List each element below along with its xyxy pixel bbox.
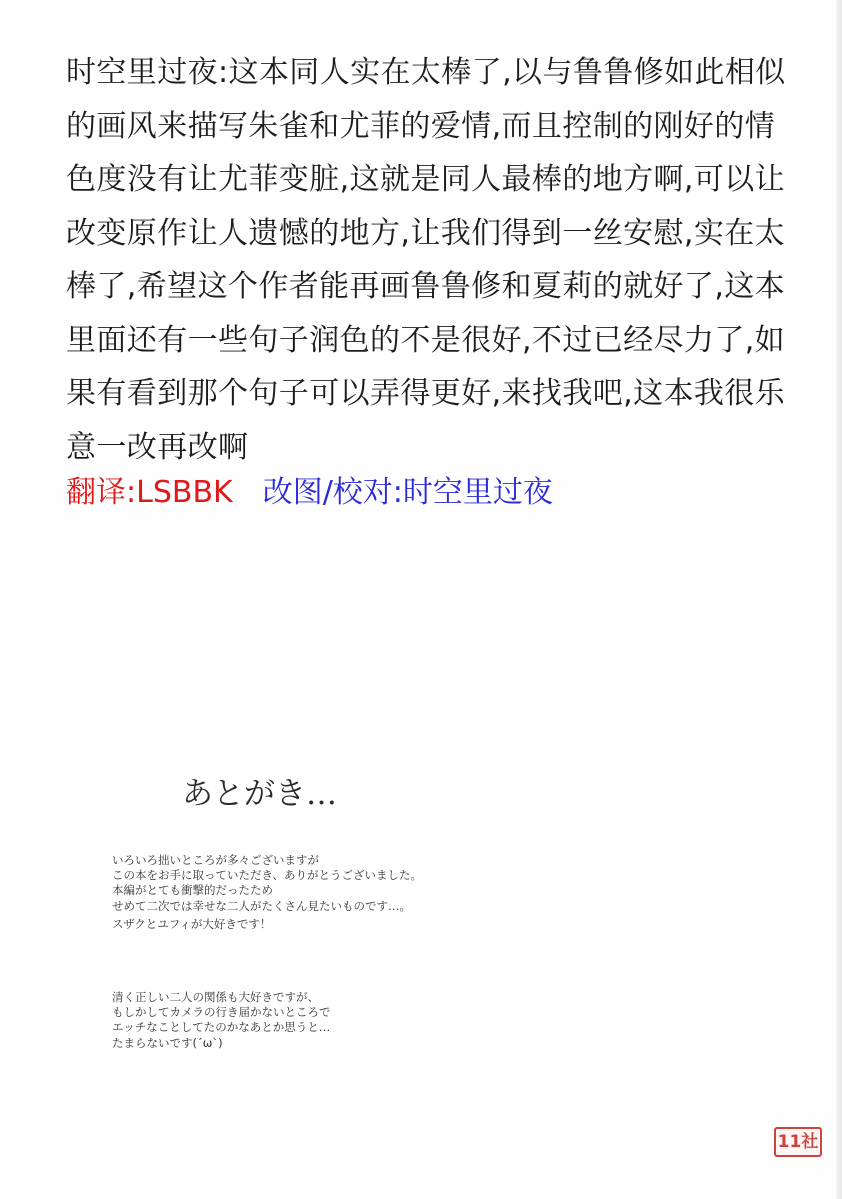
afterword-paragraph-1 xyxy=(112,853,422,914)
afterword-line: この本をお手に取っていただき、ありがとうございました。 xyxy=(112,868,423,883)
afterword-line: いろいろ拙いところが多々ございますが xyxy=(112,853,319,867)
afterword-paragraph-3 xyxy=(112,990,330,1051)
note-line: 果有看到那个句子可以弄得更好,来找我吧,这本我很乐 xyxy=(66,376,786,411)
afterword-line: せめて二次では幸せな二人がたくさん見たいものです…。 xyxy=(112,898,411,913)
note-line: 里面还有一些句子润色的不是很好,不过已经尽力了,如 xyxy=(66,322,786,358)
afterword-line: 清く正しい二人の関係も大好きですが、 xyxy=(112,990,319,1004)
scan-edge xyxy=(836,0,842,1199)
afterword-paragraph-2 xyxy=(112,917,271,932)
afterword-line: たまらないです(´ω`) xyxy=(112,1035,223,1050)
note-line: 时空里过夜:这本同人实在太棒了,以与鲁鲁修如此相似 xyxy=(66,55,786,90)
note-line: 意一改再改啊 xyxy=(66,429,249,465)
afterword-line: もしかしてカメラの行き届かないところで xyxy=(112,1005,331,1020)
note-line: 棒了,希望这个作者能再画鲁鲁修和夏莉的就好了,这本 xyxy=(66,269,786,304)
note-line: 改变原作让人遗憾的地方,让我们得到一丝安慰,实在太 xyxy=(66,215,786,251)
translator-note xyxy=(66,46,786,474)
note-line: 的画风来描写朱雀和尤菲的爱情,而且控制的刚好的情 xyxy=(66,108,776,144)
credits xyxy=(66,470,553,516)
afterword-line: スザクとユフィが大好きです！ xyxy=(112,917,272,931)
afterword-line: エッチなことしてたのかなあとか思うと… xyxy=(112,1020,331,1035)
logo-badge: 11社 xyxy=(774,1127,822,1157)
note-line: 色度没有让尤菲变脏,这就是同人最棒的地方啊,可以让 xyxy=(66,162,786,197)
credit-translator: 翻译:LSBBK xyxy=(66,475,233,510)
credit-editor: 改图/校对:时空里过夜 xyxy=(262,475,553,510)
afterword-title: あとがき… xyxy=(182,776,337,812)
site-logo-icon xyxy=(760,1127,822,1189)
afterword-line: 本編がとても衝撃的だったため xyxy=(112,883,273,898)
